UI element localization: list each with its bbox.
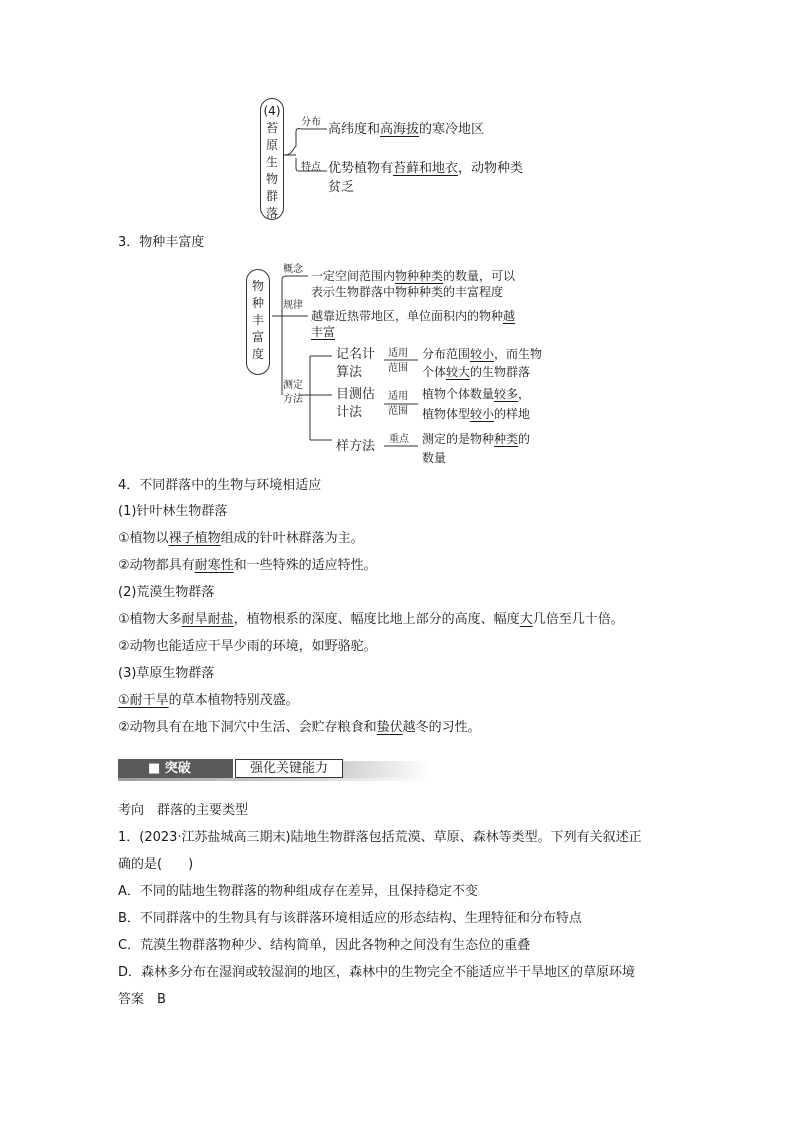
law-label: 规律 — [283, 300, 303, 311]
section-4-heading: 4．不同群落中的生物与环境相适应 — [118, 478, 322, 493]
method-2-tag-2: 范围 — [388, 406, 408, 417]
option-d: D．森林多分布在湿润或较湿润的地区，森林中的生物完全不能适应半干旱地区的草原环境 — [118, 965, 636, 980]
option-c: C．荒漠生物群落物种少、结构简单，因此各物种之间没有生态位的重叠 — [118, 938, 531, 953]
tundra-dist-label: 分布 — [301, 117, 321, 128]
s2-line-1: ①植物大多耐旱耐盐，植物根系的深度、幅度比地上部分的高度、幅度大几倍至几十倍。 — [118, 612, 624, 627]
tundra-feat-label: 特点 — [301, 162, 321, 173]
method-1-desc: 分布范围较小，而生物 — [422, 347, 543, 361]
method-2-tag: 适用 — [388, 391, 408, 402]
measure-label-2: 方法 — [283, 394, 303, 405]
tundra-dist-text: 高纬度和高海拔的寒冷地区 — [328, 122, 485, 137]
method-1-tag: 适用 — [388, 348, 408, 359]
question-stem: 1．(2023·江苏盐城高三期末)陆地生物群落包括荒漠、草原、森林等类型。下列有关叙述正 — [118, 830, 642, 845]
s3-line-1: ①耐干旱的草本植物特别茂盛。 — [118, 693, 299, 708]
answer: 答案 B — [118, 992, 166, 1007]
sub-2-heading: (2)荒漠生物群落 — [118, 585, 215, 600]
tundra-feat-text-2: 贫乏 — [328, 180, 355, 195]
concept-text-1: 一定空间范围内物种种类的数量，可以 — [311, 269, 516, 283]
method-2-desc-2: 植物体型较小的样地 — [422, 407, 531, 421]
option-a: A．不同的陆地生物群落的物种组成存在差异，且保持稳定不变 — [118, 884, 478, 899]
concept-text-2: 表示生物群落中物种种类的丰富程度 — [311, 285, 504, 299]
banner-base-line — [118, 778, 431, 781]
method-2-name-2: 计法 — [336, 405, 363, 420]
tundra-title-box: (4) 苔 原 生 物 群 落 — [260, 98, 284, 220]
question-topic: 考向 群落的主要类型 — [118, 803, 249, 818]
richness-title-box: 物 种 丰 富 度 — [246, 269, 270, 375]
law-text-2: 丰富 — [311, 325, 336, 339]
question-stem-2: 确的是( ) — [118, 857, 194, 872]
method-1-desc-2: 个体较大的生物群落 — [422, 365, 531, 379]
method-1-name: 记名计 — [336, 347, 376, 362]
method-2-name: 目测估 — [336, 387, 376, 402]
s3-line-2: ②动物具有在地下洞穴中生活、会贮存粮食和蛰伏越冬的习性。 — [118, 720, 481, 735]
section-3-heading: 3．物种丰富度 — [118, 235, 205, 250]
sub-1-heading: (1)针叶林生物群落 — [118, 504, 228, 519]
concept-label: 概念 — [283, 264, 303, 275]
banner-light-label: 强化关键能力 — [235, 759, 343, 778]
s2-line-2: ②动物也能适应干旱少雨的环境，如野骆驼。 — [118, 639, 377, 654]
sub-3-heading: (3)草原生物群落 — [118, 666, 215, 681]
banner-dark-label: ■ 突破 — [118, 759, 233, 778]
method-3-tag: 重点 — [389, 434, 409, 445]
s1-line-1: ①植物以裸子植物组成的针叶林群落为主。 — [118, 531, 364, 546]
law-text-1: 越靠近热带地区，单位面积内的物种越 — [311, 309, 516, 323]
method-1-name-2: 算法 — [336, 365, 363, 380]
method-3-desc-2: 数量 — [422, 451, 447, 465]
method-2-desc: 植物个体数量较多， — [422, 387, 531, 401]
method-3-name: 样方法 — [336, 439, 376, 454]
s1-line-2: ②动物都具有耐寒性和一些特殊的适应特性。 — [118, 558, 377, 573]
measure-label-1: 测定 — [283, 380, 303, 391]
method-3-desc: 测定的是物种种类的 — [422, 432, 531, 446]
option-b: B．不同群落中的生物具有与该群落环境相适应的形态结构、生理特征和分布特点 — [118, 911, 582, 926]
tundra-feat-text: 优势植物有苔藓和地衣，动物种类 — [328, 161, 524, 176]
banner-fade — [341, 761, 431, 778]
method-1-tag-2: 范围 — [388, 363, 408, 374]
